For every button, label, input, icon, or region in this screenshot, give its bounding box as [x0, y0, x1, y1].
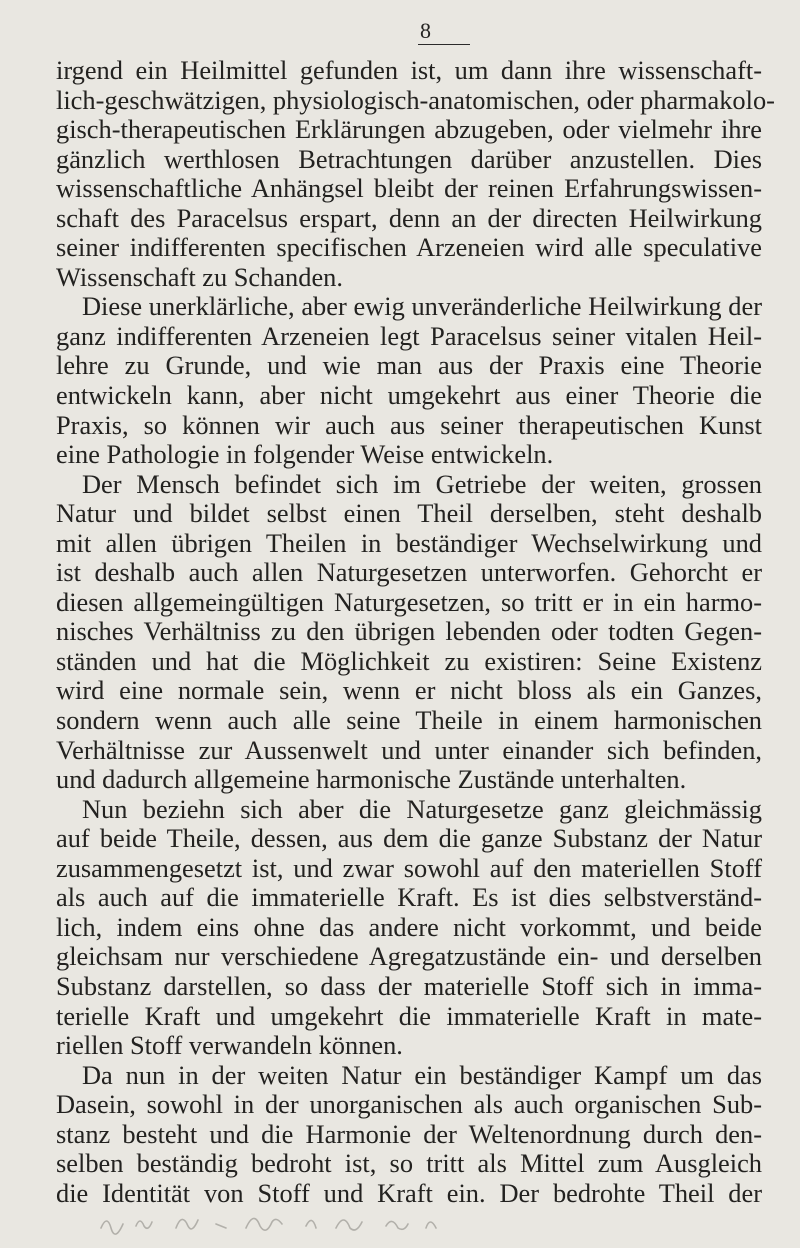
text-line: Dasein, sowohl in der unorganischen als auch organischen Sub- [56, 1089, 762, 1120]
text-line: zusammengesetzt ist, und zwar sowohl auf den materiellen Stoff [56, 852, 762, 883]
text-line: mit allen übrigen Theilen in beständiger Wechselwirkung und [56, 527, 762, 558]
text-line: ist deshalb auch allen Naturgesetzen unterworfen. Gehorcht er [56, 557, 762, 588]
text-line: wissenschaftliche Anhängsel bleibt der reinen Erfahrungswissen- [56, 173, 762, 204]
text-line: diesen allgemeingültigen Naturgesetzen, so tritt er in ein harmo- [56, 586, 762, 617]
handwriting-scribble [96, 1198, 516, 1238]
text-line: Der Mensch befindet sich im Getriebe der weiten, grossen [82, 468, 762, 499]
page-number: 8 [420, 18, 432, 43]
handwritten-marginalia [96, 1198, 516, 1243]
text-line: nisches Verhältniss zu den übrigen lebenden oder todten Gegen- [56, 616, 762, 647]
text-line: stanz besteht und die Harmonie der Weltenordnung durch den- [56, 1118, 762, 1149]
text-line: gleichsam nur verschiedene Agregatzustände ein- und derselben [56, 941, 762, 972]
text-line: Diese unerklärliche, aber ewig unveränderliche Heilwirkung der [82, 291, 762, 322]
text-line: als auch auf die immaterielle Kraft. Es ist dies selbstverständ- [56, 882, 762, 913]
body-text [56, 55, 775, 1208]
text-line: Wissenschaft zu Schanden. [56, 261, 343, 292]
text-line: terielle Kraft und umgekehrt die immaterielle Kraft in mate- [56, 1000, 762, 1031]
text-line: Verhältnisse zur Aussenwelt und unter einander sich befinden, [56, 734, 762, 765]
text-line: Da nun in der weiten Natur ein beständiger Kampf um das [82, 1059, 762, 1090]
text-line: selben beständig bedroht ist, so tritt als Mittel zum Ausgleich [56, 1148, 762, 1179]
text-line: irgend ein Heilmittel gefunden ist, um dann ihre wissenschaft- [56, 55, 762, 85]
text-line: auf beide Theile, dessen, aus dem die ganze Substanz der Natur [56, 823, 762, 854]
text-line: eine Pathologie in folgender Weise entwickeln. [56, 439, 554, 470]
text-line: gänzlich werthlosen Betrachtungen darüber anzustellen. Dies [56, 143, 762, 174]
text-line: schaft des Paracelsus erspart, denn an der directen Heilwirkung [56, 202, 762, 233]
text-line: lehre zu Grunde, und wie man aus der Praxis eine Theorie [56, 350, 762, 381]
page-number-rule [418, 44, 470, 45]
text-line: entwickeln kann, aber nicht umgekehrt aus einer Theorie die [56, 380, 762, 411]
text-line: sondern wenn auch alle seine Theile in einem harmonischen [56, 705, 762, 736]
text-line: ständen und hat die Möglichkeit zu existiren: Seine Existenz [56, 645, 762, 676]
text-line: die Identität von Stoff und Kraft ein. Der bedrohte Theil der [56, 1177, 762, 1208]
text-line: und dadurch allgemeine harmonische Zustände unterhalten. [56, 764, 687, 795]
text-line: Nun beziehn sich aber die Naturgesetze ganz gleichmässig [82, 793, 762, 824]
text-line: Substanz darstellen, so dass der materielle Stoff sich in imma- [56, 970, 762, 1001]
text-line: Natur und bildet selbst einen Theil derselben, steht deshalb [56, 498, 762, 529]
text-line: Praxis, so können wir auch aus seiner therapeutischen Kunst [56, 409, 762, 440]
text-line: ganz indifferenten Arzeneien legt Paracelsus seiner vitalen Heil- [56, 320, 762, 351]
text-line: lich, indem eins ohne das andere nicht vorkommt, und beide [56, 911, 762, 942]
text-line: gisch-therapeutischen Erklärungen abzugeben, oder vielmehr ihre [56, 114, 762, 145]
text-line: wird eine normale sein, wenn er nicht bloss als ein Ganzes, [56, 675, 762, 706]
text-line: lich-geschwätzigen, physiologisch-anatomischen, oder pharmakolo- [56, 84, 775, 115]
text-line: riellen Stoff verwandeln können. [56, 1030, 403, 1061]
text-line: seiner indifferenten specifischen Arzeneien wird alle speculative [56, 232, 762, 263]
